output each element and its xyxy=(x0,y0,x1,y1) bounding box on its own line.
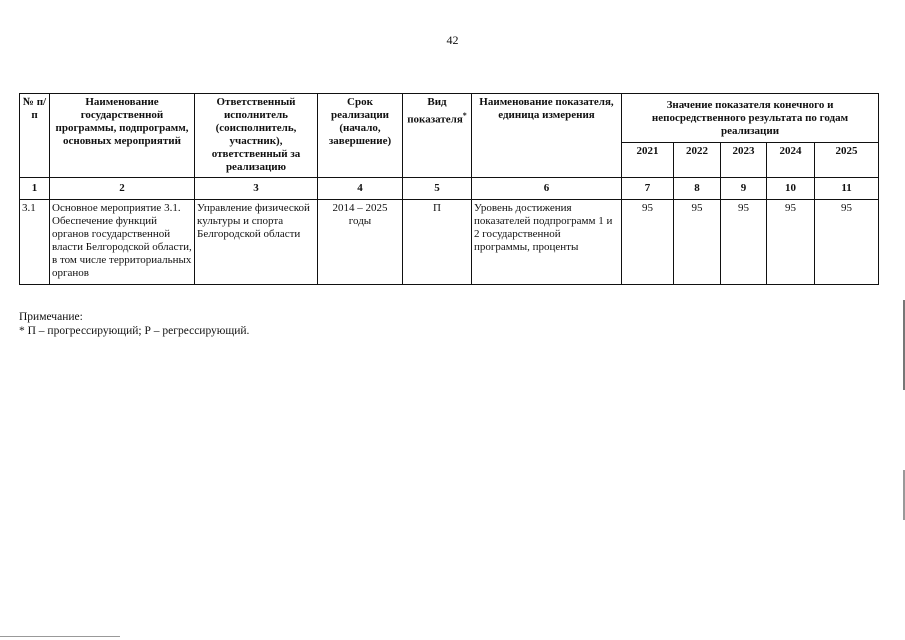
header-year: 2024 xyxy=(767,143,815,178)
row-indicator: Уровень достижения показателей подпрограмм 1 и 2 государственной программы, проценты xyxy=(472,200,622,285)
column-number: 7 xyxy=(622,178,674,200)
table-row xyxy=(20,200,879,285)
header-year: 2021 xyxy=(622,143,674,178)
row-value: 95 xyxy=(815,200,879,285)
header-indicator: Наименование показателя, единица измерения xyxy=(472,94,622,178)
header-name: Наименование государственной программы, подпрограмм, основных мероприятий xyxy=(50,94,195,178)
row-kind: П xyxy=(403,200,472,285)
header-num: № п/п xyxy=(20,94,50,178)
row-term: 2014 – 2025 годы xyxy=(318,200,403,285)
row-value: 95 xyxy=(674,200,721,285)
footnote xyxy=(19,310,249,338)
header-year: 2023 xyxy=(721,143,767,178)
header-year: 2022 xyxy=(674,143,721,178)
header-executor: Ответственный исполнитель (соисполнитель, участник), ответственный за реализацию xyxy=(195,94,318,178)
scan-edge-mark xyxy=(0,636,120,637)
column-number: 2 xyxy=(50,178,195,200)
column-number: 5 xyxy=(403,178,472,200)
column-number: 11 xyxy=(815,178,879,200)
row-value: 95 xyxy=(721,200,767,285)
header-values-group: Значение показателя конечного и непосредственного результата по годам реализации xyxy=(622,94,879,143)
row-value: 95 xyxy=(767,200,815,285)
column-number: 6 xyxy=(472,178,622,200)
column-number: 3 xyxy=(195,178,318,200)
column-number: 9 xyxy=(721,178,767,200)
column-number: 4 xyxy=(318,178,403,200)
footnote-text: * П – прогрессирующий; Р – регрессирующий. xyxy=(19,325,250,337)
header-term: Срок реализации (начало, завершение) xyxy=(318,94,403,178)
page-number: 42 xyxy=(446,33,459,47)
column-number: 8 xyxy=(674,178,721,200)
footnote-title: Примечание: xyxy=(19,311,83,323)
indicators-table xyxy=(19,93,879,285)
header-kind xyxy=(403,94,472,178)
column-number: 1 xyxy=(20,178,50,200)
row-num: 3.1 xyxy=(20,200,50,285)
header-kind-label: Вид показателя xyxy=(407,96,463,126)
column-number: 10 xyxy=(767,178,815,200)
row-name: Основное мероприятие 3.1. Обеспечение функций органов государственной власти Белгородской области, в том числе территориальных органов xyxy=(50,200,195,285)
header-kind-footnote-mark: * xyxy=(462,111,467,120)
header-year: 2025 xyxy=(815,143,879,178)
row-executor: Управление физической культуры и спорта Белгородской области xyxy=(195,200,318,285)
row-value: 95 xyxy=(622,200,674,285)
